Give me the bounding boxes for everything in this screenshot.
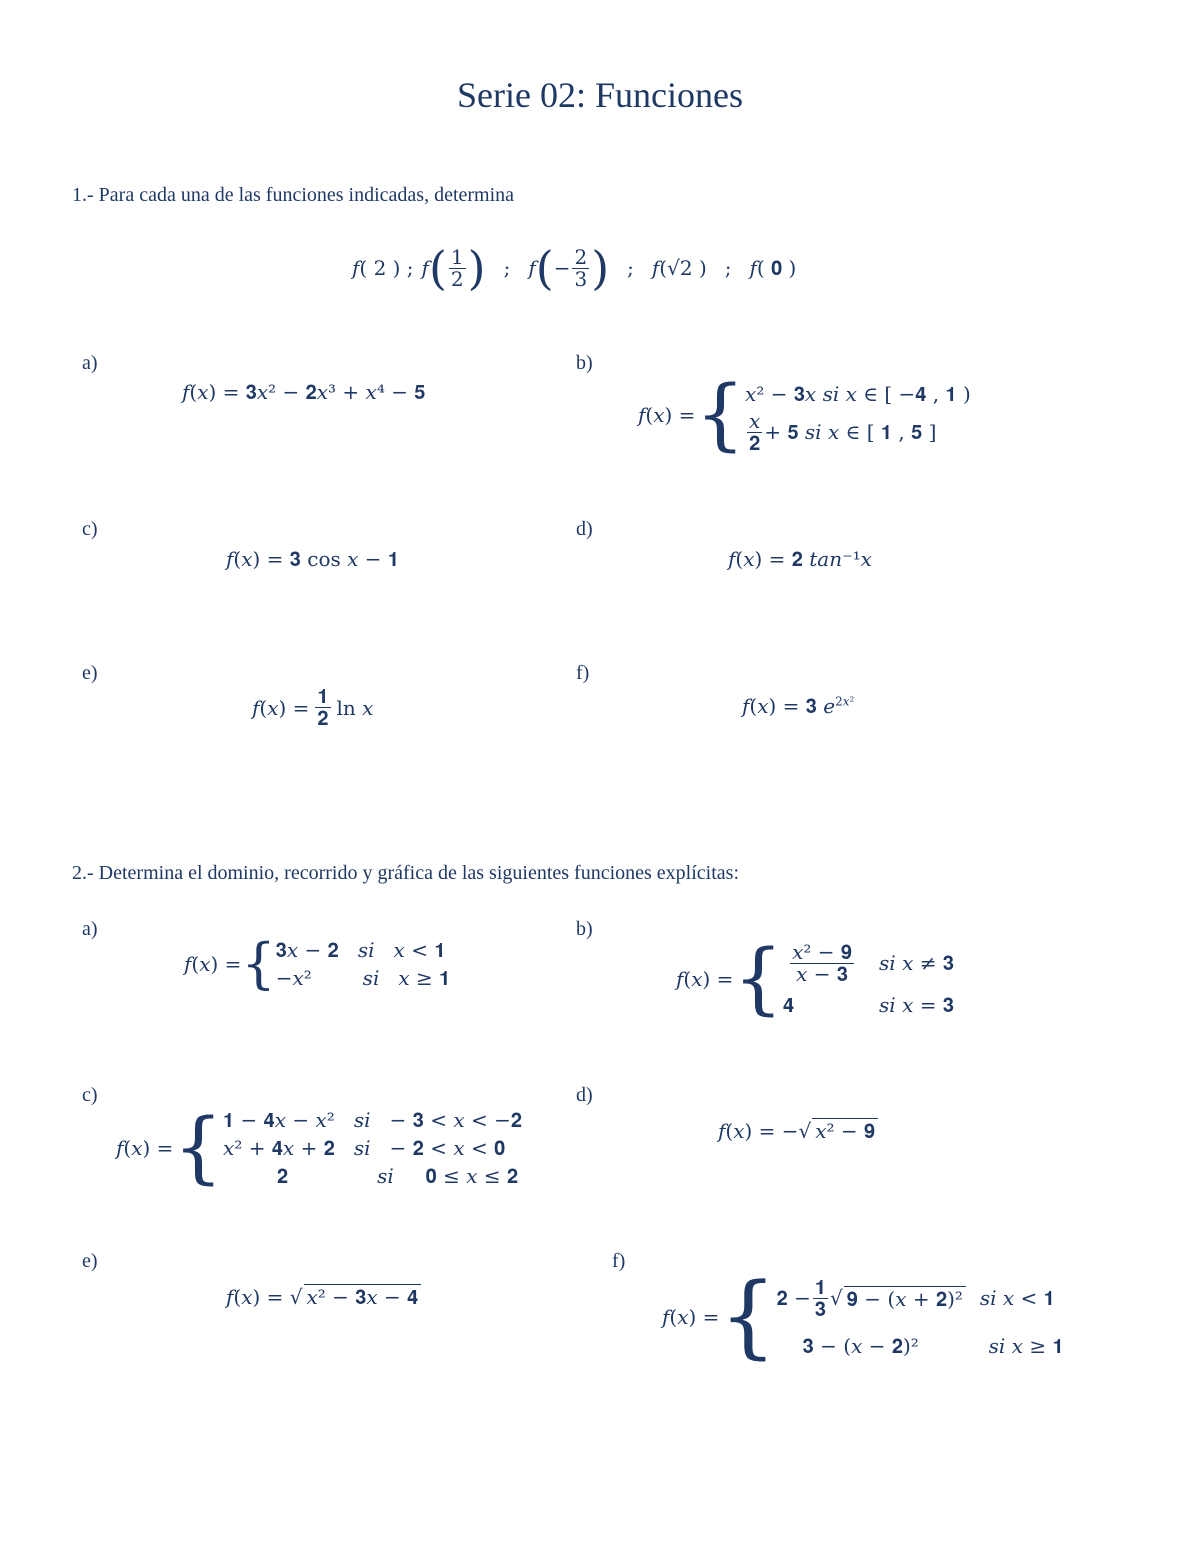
item-1a-expression: 𝑓(𝑥) = 𝟑𝑥² − 𝟐𝑥³ + 𝑥⁴ − 𝟓 bbox=[182, 380, 426, 404]
item-2e-label: e) bbox=[82, 1250, 98, 1272]
item-1e-expression: 𝑓(𝑥) = $\frac{𝟏}{𝟐}$ ln 𝑥 bbox=[252, 684, 374, 730]
item-2c-label: c) bbox=[82, 1084, 98, 1106]
left-brace: { bbox=[695, 370, 746, 460]
item-2d-label: d) bbox=[576, 1084, 593, 1106]
item-1c-expression: 𝑓(𝑥) = 𝟑 cos 𝑥 − 𝟏 bbox=[226, 547, 399, 571]
item-1b-expression: 𝑓(𝑥) = { 𝑥² − 𝟑𝑥 𝑠𝑖 𝑥 ∈ [ −𝟒 , 𝟏 ) $\frac{\text{𝑥}}{𝟐}$ + 𝟓 𝑠𝑖 𝑥 ∈ [ 𝟏 , 𝟓 ] bbox=[638, 370, 971, 460]
value-f-0: 𝑓( 𝟎 ) bbox=[749, 256, 797, 280]
item-2a-label: a) bbox=[82, 918, 98, 940]
item-1d-expression: 𝑓(𝑥) = 𝟐 𝑡𝑎𝑛⁻¹𝑥 bbox=[728, 547, 872, 571]
item-1f-expression: 𝑓(𝑥) = 𝟑 𝑒$^{2𝑥^2}$ bbox=[742, 694, 855, 718]
item-1d-label: d) bbox=[576, 518, 593, 540]
item-2c-expression: 𝑓(𝑥) = { 𝟏 − 𝟒𝑥 − 𝑥² 𝑠𝑖 − 𝟑 < 𝑥 < −𝟐 𝑥² + 𝟒𝑥 + 𝟐 𝑠𝑖 − 𝟐 < 𝑥 < 𝟎 𝟐 𝑠𝑖 𝟎 ≤ 𝑥 ≤ 𝟐 bbox=[116, 1103, 522, 1193]
item-1c-label: c) bbox=[82, 518, 98, 540]
value-f-sqrt2: 𝑓(√2 ) bbox=[651, 256, 707, 280]
separator: ; bbox=[503, 256, 511, 280]
separator: ; bbox=[724, 256, 732, 280]
item-1a-label: a) bbox=[82, 352, 98, 374]
item-1e-label: e) bbox=[82, 662, 98, 684]
page-title: Serie 02: Funciones bbox=[457, 75, 743, 115]
item-1f-label: f) bbox=[576, 662, 590, 684]
evaluation-points bbox=[352, 238, 796, 298]
item-2b-label: b) bbox=[576, 918, 593, 940]
item-2e-expression: 𝑓(𝑥) = √ 𝑥² − 𝟑𝑥 − 𝟒 bbox=[226, 1284, 421, 1309]
item-1b-label: b) bbox=[576, 352, 593, 374]
item-2d-expression: 𝑓(𝑥) = −√ 𝑥² − 𝟗 bbox=[718, 1118, 878, 1143]
question-2-prompt: 2.- Determina el dominio, recorrido y gráfica de las siguientes funciones explícitas: bbox=[72, 862, 740, 884]
value-f-neg-two-thirds: 𝑓 ( − $\frac{2}{3}$ ) bbox=[528, 241, 610, 295]
item-2b-expression: 𝑓(𝑥) = { $\frac{\text{𝑥² − 𝟗}}{\text{𝑥 − 𝟑}}$ 𝑠𝑖 𝑥 ≠ 𝟑 𝟒 𝑠𝑖 𝑥 = 𝟑 bbox=[676, 934, 954, 1024]
item-2f-expression: 𝑓(𝑥) = { 𝟐 − $\frac{𝟏}{𝟑}$ √ 𝟗 − (𝑥 + 𝟐)² 𝑠𝑖 𝑥 < 𝟏 𝟑 − (𝑥 − 𝟐)² 𝑠𝑖 𝑥 ≥ 𝟏 bbox=[662, 1264, 1064, 1369]
value-f-2: 𝑓( 2 ) ; bbox=[352, 256, 414, 280]
item-2a-expression: 𝑓(𝑥) = { 𝟑𝑥 − 𝟐 𝑠𝑖 𝑥 < 𝟏 −𝑥² 𝑠𝑖 𝑥 ≥ 𝟏 bbox=[184, 932, 451, 995]
item-2f-label: f) bbox=[612, 1250, 626, 1272]
separator: ; bbox=[627, 256, 634, 280]
question-1-prompt: 1.- Para cada una de las funciones indicadas, determina bbox=[72, 184, 515, 206]
value-f-half: 𝑓 ( $\frac{1}{2}$ ) bbox=[421, 241, 486, 295]
